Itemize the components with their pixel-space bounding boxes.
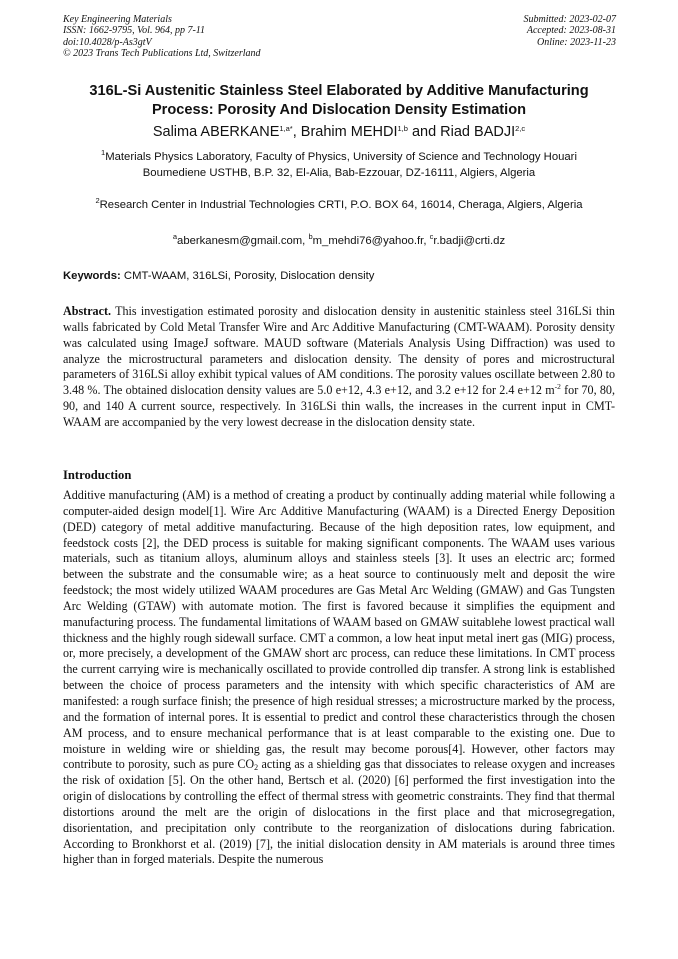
journal-name: Key Engineering Materials [63,14,172,25]
author-list [63,123,615,141]
online-date: Online: 2023-11-23 [537,36,616,48]
email-link[interactable]: aberkanesm@gmail.com [177,235,303,247]
journal-info [63,14,261,59]
affiliation [70,150,608,182]
issn-volume: ISSN: 1662-9795, Vol. 964, pp 7-11 [63,25,206,37]
author-emails [63,234,615,249]
abstract-label: Abstract. [63,304,112,318]
keywords-label: Keywords: [63,270,121,282]
email-link[interactable]: m_mehdi76@yahoo.fr [312,235,424,247]
email-link[interactable]: r.badji@crti.dz [433,235,506,247]
doi: doi:10.4028/p-As3gtV [63,36,152,48]
section-heading-introduction: Introduction [63,468,132,482]
author-affiliation-mark: 1,a* [279,124,293,133]
author-name: Riad BADJI [440,124,516,140]
introduction-paragraph-continued: acting as a shielding gas that dissociates to release oxygen and increases the risk of oxidation [5]. On the other hand, Bertsch et al. (2020) [6] performed the first investigation into the origin of dislocations by controlling the effect of thermal stress with geometric constraints. They find that thermal distortions around the melt are the origin of dislocations in the first place and that microsegregation, disorientation, and precipitation only contribute to the reorganization of dislocations during fabrication. According to Bronkhorst et al. (2019) [7], the initial dislocation density in AM materials is around three times higher than in forged materials. Despite the numerous [63,757,615,867]
email-mark: c [429,232,434,241]
paper-title: 316L-Si Austenitic Stainless Steel Elaborated by Additive Manufacturing Process: Porosity And Dislocation Density Estimation [89,83,589,118]
publication-dates [524,14,617,48]
affiliation-text: Materials Physics Laboratory, Faculty of Physics, University of Science and Technology Houari Boumediene USTHB, B.P. 32, El-Alia, Bab-Ezzouar, DZ-16111, Algiers, Algeria [105,151,577,179]
affiliation-mark: 1 [101,148,106,157]
affiliation-mark: 2 [95,196,100,205]
affiliation [70,198,608,214]
submitted-date: Submitted: 2023-02-07 [523,14,616,25]
abstract-text-continued: for 70, 80, 90, and 140 A current source, respectively. In 316LSi thin walls, the increases in the current input in CMT-WAAM are accompanied by the very lowest decrease in the dislocation density state. [63,383,616,429]
unit-exponent: -2 [554,382,561,392]
author-affiliation-mark: 2,c [515,124,526,133]
keywords [63,269,615,284]
abstract [63,304,615,431]
abstract-text: This investigation estimated porosity and dislocation density in austenitic stainless steel 316LSi thin walls fabricated by Cold Metal Transfer Wire and Arc Additive Manufacturing (CMT-WAAM). Porosity density was calculated using ImageJ software. MAUD software (Materials Analysis Using Diffraction) was used to analyze the microstructural parameters and dislocation density. The density of pores and microstructural parameters of 316LSi alloy exhibit typical values of AM conditions. The porosity values oscillate between 2.80 to 3.48 %. The obtained dislocation density values are 5.0 e+12, 4.3 e+12, and 3.2 e+12 for 2.4 e+12 m [63,304,615,398]
author-affiliation-mark: 1,b [397,124,408,133]
copyright: © 2023 Trans Tech Publications Ltd, Switzerland [63,47,261,59]
author-name: Brahim MEHDI [300,124,398,140]
email-separator: , [302,235,309,247]
keywords-text: CMT-WAAM, 316LSi, Porosity, Dislocation density [123,270,375,282]
introduction-paragraph: Additive manufacturing (AM) is a method of creating a product by continually adding material while following a computer-aided design model[1]. Wire Arc Additive Manufacturing (WAAM) is a Directed Energy Deposition (DED) category of metal additive manufacturing. Because of the high deposition rates, low equipment, and feedstock costs [2], the DED process is suitable for making significant components. The WAAM uses various materials, such as titanium alloys, aluminum alloys and stainless steels [3]. It uses an electric arc; formed between the substrate and the consumable wire; as a heat source to continuously melt and deposit the wire feedstock; the most widely utilized WAAM procedures are Gas Metal Arc Welding (GMAW) and Gas Tungsten Arc Welding (GTAW) with automate motion. The first is favored because it simplifies the equipment and manufacturing process. The fundamental limitations of WAAM based on GMAW suitablehe lowest practical wall thickness and the highly rough sidewall surface. CMT a common, a low heat input metal inert gas (MIG) process, or, more precisely, a development of the GMAW short arc process, can reduce these limitations. In CMT process the current carrying wire is mechanically oscillated to provide controlled dip transfer. A strong link is established between the choice of process parameters and the intensity with which specific characteristics of AM are manifested: a rough surface finish; the presence of high residual stresses; a microstructure marked by the process, and the formation of internal pores. It is essential to predict and control these characteristics through the chosen AM process, and to ensure mechanical performance that is at least comparable to the existing one. Due to moisture in welding wire or shielding gas, the result may become porous[4]. However, other factors may contribute to porosity, such as pure CO [63,488,615,772]
author-separator: , [292,124,301,140]
author-name: Salima ABERKANE [152,124,280,140]
email-separator: , [423,235,430,247]
author-separator: and [407,124,441,140]
accepted-date: Accepted: 2023-08-31 [526,25,616,37]
email-mark: b [308,232,313,241]
chemical-subscript: 2 [254,763,259,773]
affiliation-text: Research Center in Industrial Technologies CRTI, P.O. BOX 64, 16014, Cheraga, Algiers, Algeria [99,199,583,211]
introduction-text [63,488,615,868]
email-mark: a [172,232,178,241]
